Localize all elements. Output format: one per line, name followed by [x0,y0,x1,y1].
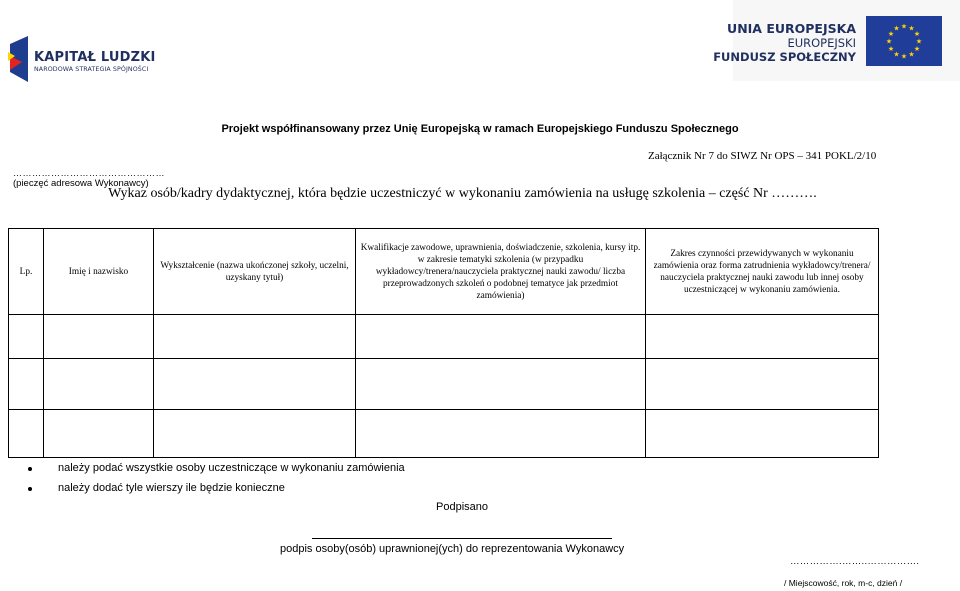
eu-star-icon: ★ [887,31,895,38]
signature-line [312,538,612,539]
eu-star-icon: ★ [900,53,908,61]
header-qualifications: Kwalifikacje zawodowe, uprawnienia, doświadczenie, szkolenia, kursy itp. w zakresie tematyki szkolenia (w przypadku wykładowcy/trenera/nauczyciela praktycznej nauki zawodu/ liczba przeprowadzonych szkoleń o podobnej tematyce jak przedmiot zamówienia) [356,229,646,315]
eu-line-1: UNIA EUROPEJSKA [727,21,856,36]
header-education: Wykształcenie (nazwa ukończonej szkoły, uczelni, uzyskany tytuł) [154,229,356,315]
eu-star-icon: ★ [900,23,908,31]
kapital-ludzki-title: KAPITAŁ LUDZKI [34,50,156,65]
table-cell[interactable] [9,315,44,359]
eu-star-icon: ★ [893,51,900,59]
list-title: Wykaz osób/kadry dydaktycznej, która będzie uczestniczyć w wykonaniu zamówienia na usługę szkolenia – część Nr ………. [108,186,817,201]
table-cell[interactable] [646,359,879,410]
project-cofinancing-line: Projekt współfinansowany przez Unię Europejską w ramach Europejskiego Funduszu Społecznego [221,123,739,135]
eu-logo-text [713,22,856,64]
table-cell[interactable] [356,315,646,359]
note-text: należy podać wszystkie osoby uczestniczące w wykonaniu zamówienia [58,462,405,474]
table-cell[interactable] [154,359,356,410]
place-date-dots: …………….……..……………. [790,556,920,567]
note-item [38,482,285,494]
eu-star-icon: ★ [887,46,895,53]
table-cell[interactable] [356,410,646,458]
annex-number: Załącznik Nr 7 do SIWZ Nr OPS – 341 POKL/2/10 [648,150,877,162]
kapital-ludzki-emblem-icon [6,34,36,84]
eu-flag-icon [866,16,942,66]
signature-caption: podpis osoby(osób) uprawnionej(ych) do reprezentowania Wykonawcy [280,543,625,555]
table-row [9,410,879,458]
header-name: Imię i nazwisko [44,229,154,315]
table-cell[interactable] [44,359,154,410]
note-text: należy dodać tyle wierszy ile będzie konieczne [58,482,285,494]
table-cell[interactable] [44,410,154,458]
eu-star-icon: ★ [915,38,923,46]
table-cell[interactable] [154,410,356,458]
eu-line-2: EUROPEJSKI [787,36,856,50]
eu-star-icon: ★ [913,31,921,38]
header-scope: Zakres czynności przewidywanych w wykonaniu zamówienia oraz forma zatrudnienia wykładowcy/trenera/ nauczyciela praktycznej nauki zawodu lub innej osoby uczestniczącej w wykonaniu zamówienia. [646,229,879,315]
table-cell[interactable] [356,359,646,410]
kapital-ludzki-subtitle: NARODOWA STRATEGIA SPÓJNOŚCI [34,66,149,73]
place-date-caption: / Miejscowość, rok, m-c, dzień / [784,578,903,588]
note-item [38,462,405,474]
bullet-icon [28,467,32,471]
table-cell[interactable] [154,315,356,359]
table-row [9,359,879,410]
eu-star-icon: ★ [908,25,915,33]
stamp-dots: ………………………………………… [13,168,165,178]
eu-star-icon: ★ [913,46,921,53]
eu-star-icon: ★ [908,51,915,59]
table-cell[interactable] [9,410,44,458]
header-lp: Lp. [9,229,44,315]
eu-line-3: FUNDUSZ SPOŁECZNY [713,50,856,64]
eu-stars [866,16,942,66]
table-cell[interactable] [646,410,879,458]
stamp-label: (pieczęć adresowa Wykonawcy) [13,178,149,189]
table-header-row [9,229,879,315]
table-cell[interactable] [44,315,154,359]
eu-star-icon: ★ [885,38,893,46]
staff-table [8,228,879,458]
table-cell[interactable] [646,315,879,359]
bullet-icon [28,487,32,491]
table-cell[interactable] [9,359,44,410]
signed-label: Podpisano [436,501,488,513]
eu-star-icon: ★ [893,25,900,33]
table-row [9,315,879,359]
